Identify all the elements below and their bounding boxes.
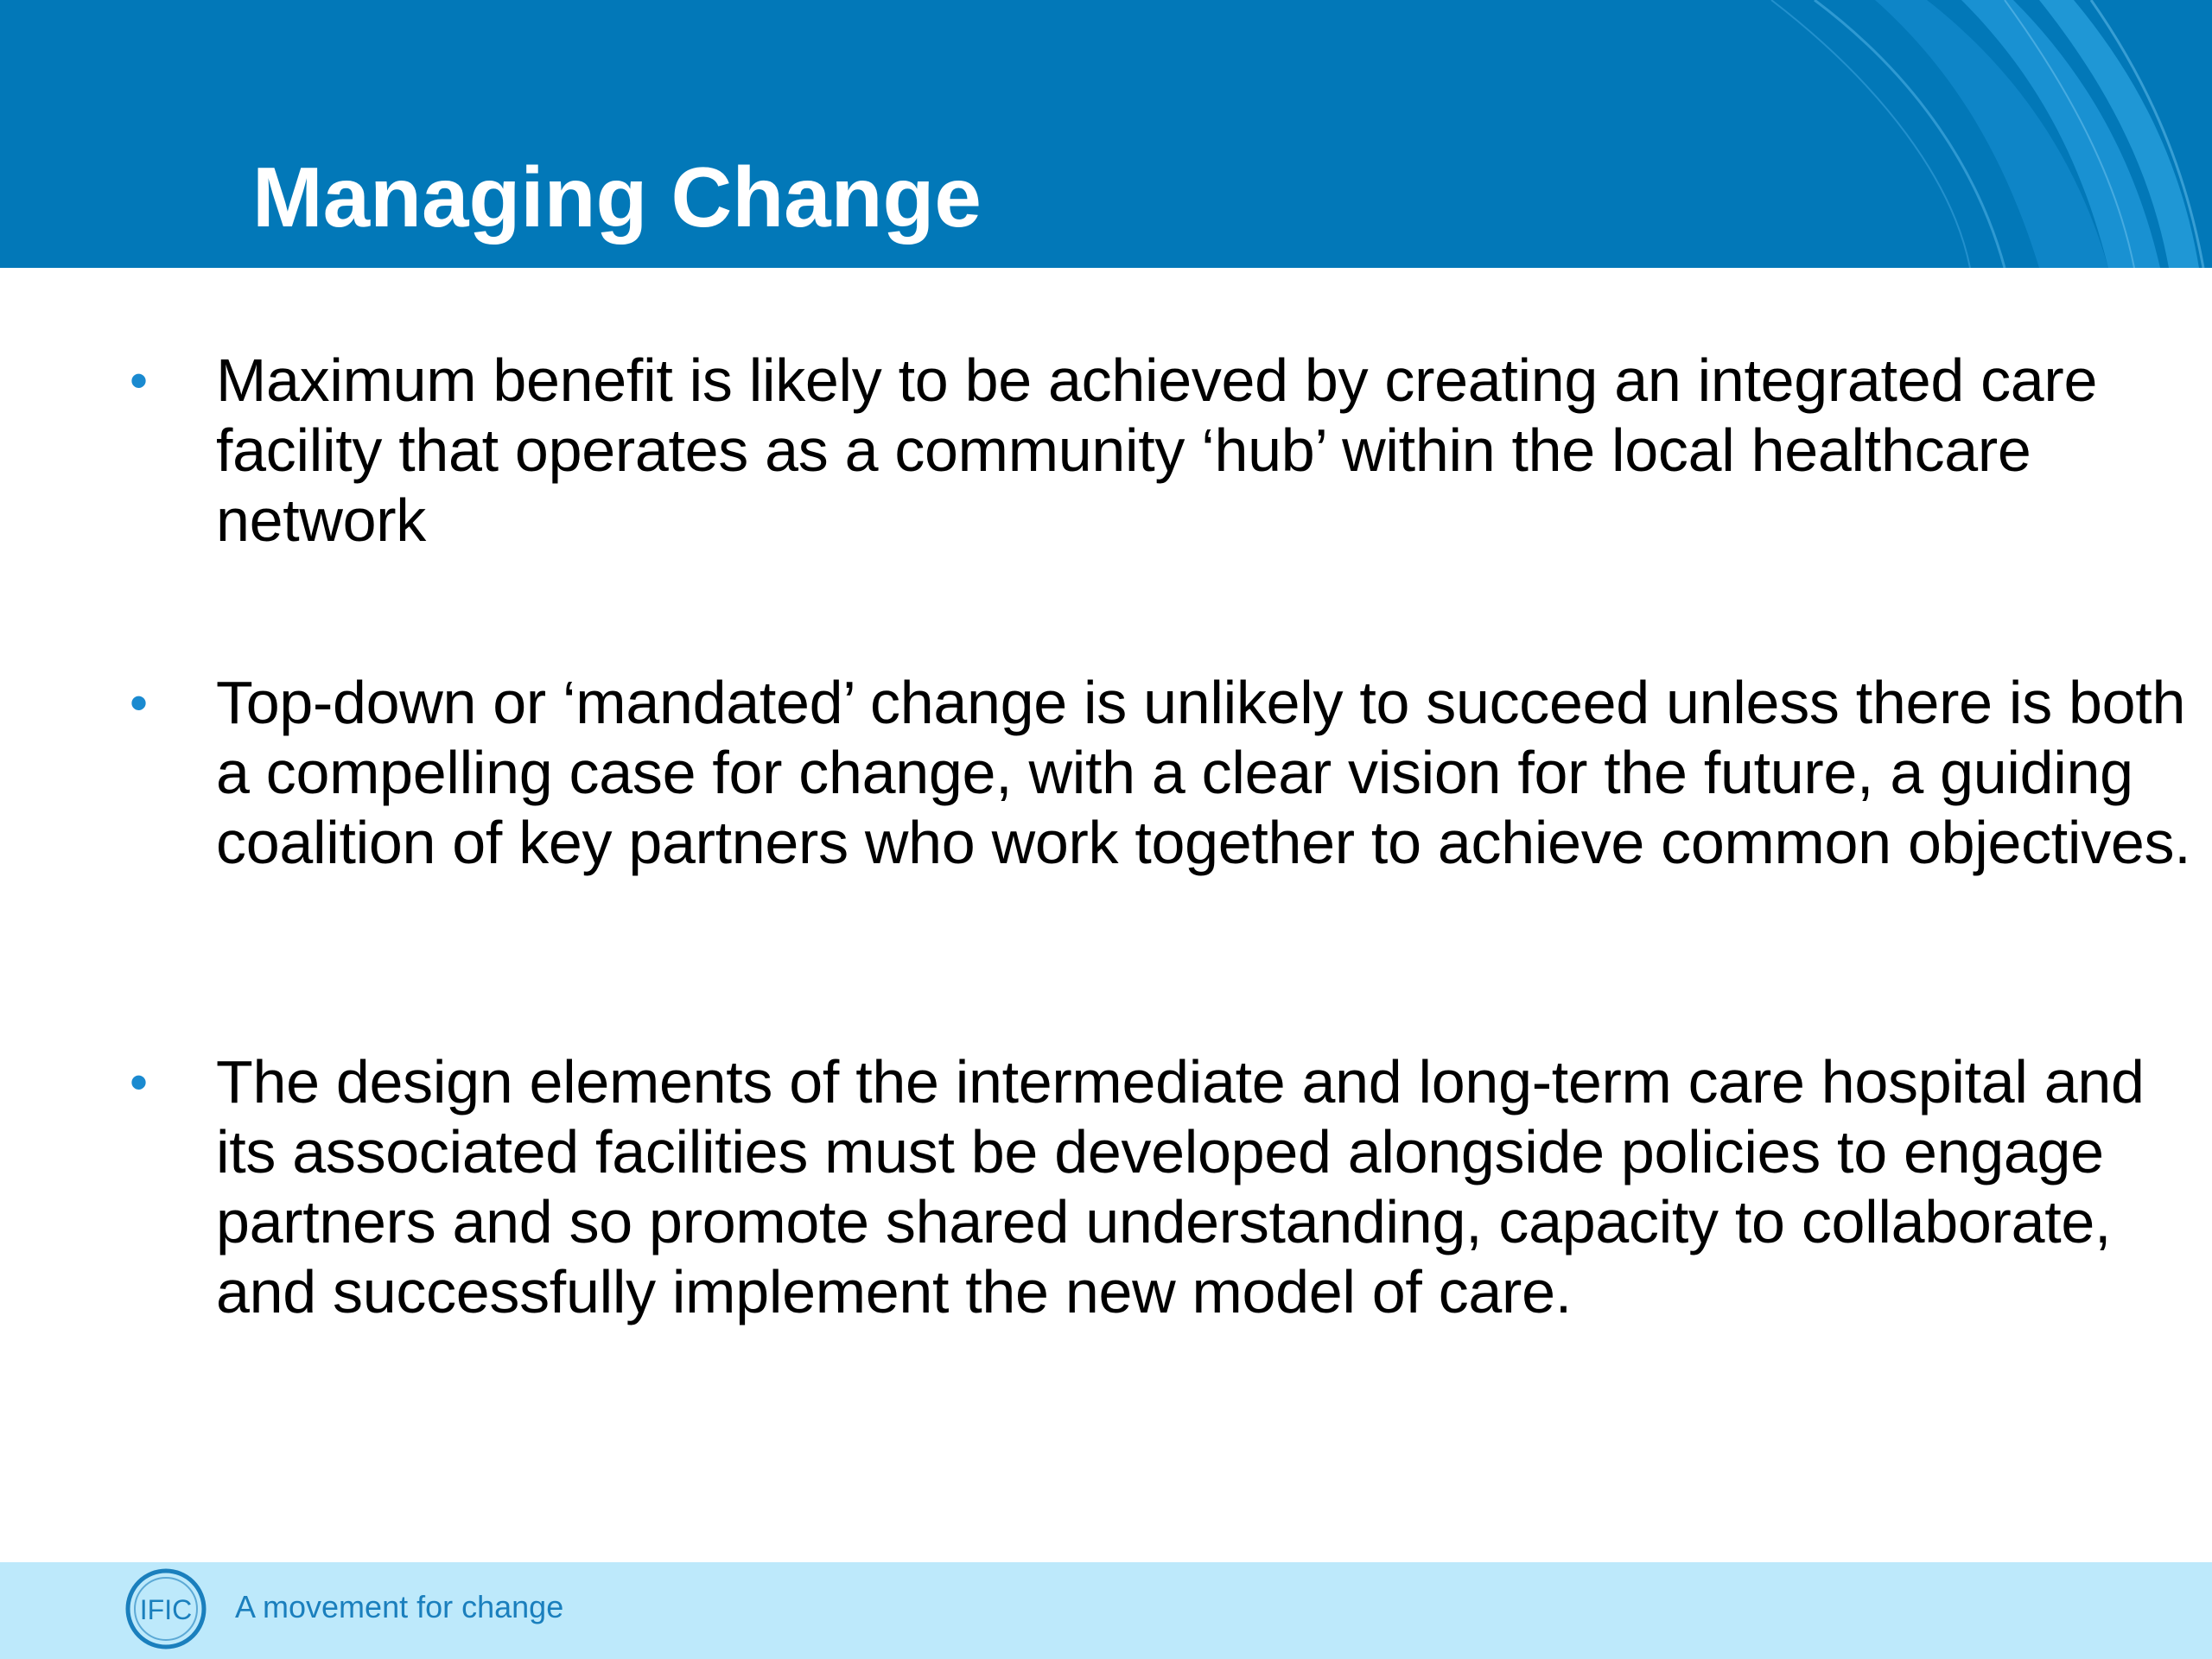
slide-title: Managing Change (252, 149, 982, 245)
bullet-text: Top-down or ‘mandated’ change is unlikely to succeed unless there is both a compelling case for change, with a clear vision for the future, a guiding coalition of key partners who work together to achieve common objectives. (216, 669, 2191, 876)
bullet-text: The design elements of the intermediate and long-term care hospital and its associated facilities must be developed alongside policies to engage partners and so promote shared understanding, capacity to collaborate, and successfully implement the new model of care. (216, 1048, 2145, 1325)
bullet-icon: • (130, 1053, 149, 1111)
ific-logo-icon (124, 1567, 207, 1650)
bullet-text: Maximum benefit is likely to be achieved by creating an integrated care facility that operates as a community ‘hub’ within the local healthcare network (216, 346, 2098, 554)
bullet-icon: • (130, 674, 149, 732)
bullet-icon: • (130, 352, 149, 410)
footer-tagline: A movement for change (235, 1589, 564, 1624)
svg-text:IFIC: IFIC (139, 1594, 193, 1625)
